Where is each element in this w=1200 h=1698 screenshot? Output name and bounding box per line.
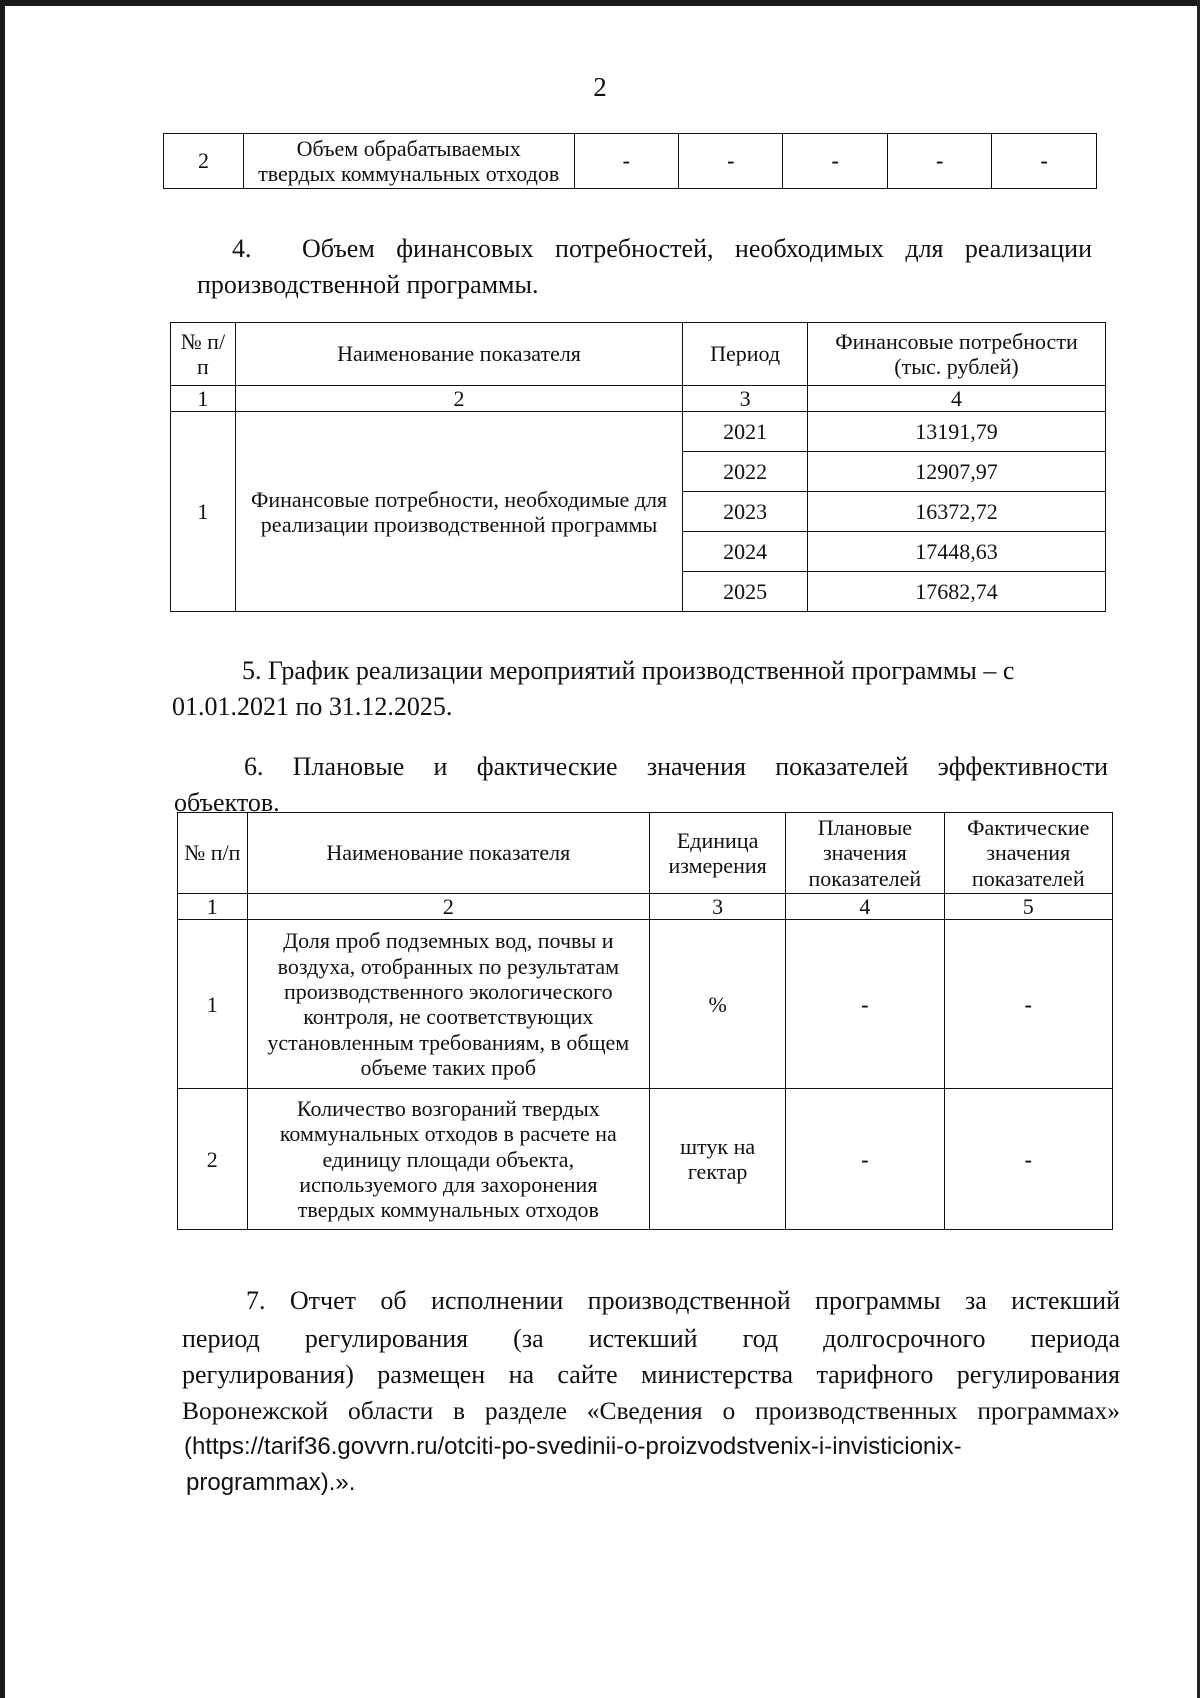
col-number: 5 — [944, 894, 1112, 920]
value-cell: - — [783, 134, 887, 189]
value-cell: 17682,74 — [807, 572, 1105, 612]
row-name: Доля проб подземных вод, почвы и воздуха, отобранных по результатам производственного экологического контроля, не соответствующих установленным требованиям, в общем объеме таких проб — [247, 920, 649, 1089]
scan-edge-left — [0, 0, 5, 1698]
section7-line1: 7. Отчет об исполнении производственной программы за истекший — [246, 1286, 1120, 1315]
period-cell: 2023 — [683, 492, 808, 532]
period-cell: 2024 — [683, 532, 808, 572]
value-cell: 17448,63 — [807, 532, 1105, 572]
section7-line6: programmax).». — [186, 1469, 356, 1496]
period-cell: 2022 — [683, 452, 808, 492]
finance-table — [170, 322, 1106, 612]
table-row — [171, 412, 1106, 452]
header-needs: Финансовые потребности (тыс. рублей) — [807, 323, 1105, 386]
col-number: 2 — [235, 386, 682, 412]
scan-edge-top — [0, 0, 1200, 6]
unit-cell: % — [650, 920, 786, 1089]
table-continuation — [163, 133, 1097, 189]
col-number: 1 — [178, 894, 248, 920]
row-name-line2: твердых коммунальных отходов — [258, 161, 560, 186]
section6-text-line1: 6. Плановые и фактические значения показателей эффективности — [244, 752, 1108, 781]
section7-line4: Воронежской области в разделе «Сведения о производственных программах» — [182, 1396, 1120, 1425]
section7-line5: (https://tarif36.govvrn.ru/otciti-po-svedinii-o-proizvodstvenix-i-invisticionix- — [184, 1433, 962, 1460]
section4-text-line2: производственной программы. — [197, 270, 539, 299]
value-cell: 12907,97 — [807, 452, 1105, 492]
row-number: 2 — [178, 1089, 248, 1230]
col-number: 1 — [171, 386, 236, 412]
col-number: 3 — [683, 386, 808, 412]
value-cell: 13191,79 — [807, 412, 1105, 452]
page-number: 2 — [593, 72, 607, 102]
section4-heading — [232, 232, 1100, 266]
col-number: 4 — [786, 894, 944, 920]
row-number: 1 — [178, 920, 248, 1089]
row-name-line1: Объем обрабатываемых — [296, 135, 521, 161]
header-name: Наименование показателя — [247, 813, 649, 894]
row-name: Финансовые потребности, необходимые для реализации производственной программы — [235, 412, 682, 612]
row-name — [243, 134, 574, 189]
header-period: Период — [683, 323, 808, 386]
col-number: 3 — [650, 894, 786, 920]
actual-cell: - — [944, 920, 1112, 1089]
value-cell: - — [574, 134, 678, 189]
period-cell: 2021 — [683, 412, 808, 452]
section7-line2: период регулирования (за истекший год долгосрочного периода — [182, 1324, 1120, 1353]
header-name: Наименование показателя — [235, 323, 682, 386]
header-planned: Плановые значения показателей — [786, 813, 944, 894]
column-numbers-row — [178, 894, 1113, 920]
unit-cell: штук на гектар — [650, 1089, 786, 1230]
section5-text-line2: 01.01.2021 по 31.12.2025. — [172, 692, 453, 721]
value-cell: - — [678, 134, 782, 189]
header-num: № п/п — [171, 323, 236, 386]
table-row — [164, 134, 1097, 189]
section4-number: 4. — [232, 234, 252, 263]
header-actual: Фактические значения показателей — [944, 813, 1112, 894]
planned-cell: - — [786, 1089, 944, 1230]
period-cell: 2025 — [683, 572, 808, 612]
column-numbers-row — [171, 386, 1106, 412]
header-num: № п/п — [178, 813, 248, 894]
section4-text-line1: Объем финансовых потребностей, необходимых для реализации — [302, 234, 1092, 263]
efficiency-table — [177, 812, 1113, 1230]
section5-text-line1: 5. График реализации мероприятий производственной программы – с — [242, 656, 1015, 685]
table-header-row — [178, 813, 1113, 894]
table-header-row — [171, 323, 1106, 386]
row-number: 2 — [164, 134, 244, 189]
header-unit: Единица измерения — [650, 813, 786, 894]
col-number: 2 — [247, 894, 649, 920]
section7-line3: регулирования) размещен на сайте министерства тарифного регулирования — [182, 1360, 1120, 1389]
table-row — [178, 1089, 1113, 1230]
table-row — [178, 920, 1113, 1089]
value-cell: - — [992, 134, 1097, 189]
section6-text-line2: объектов. — [174, 788, 280, 817]
value-cell: - — [887, 134, 991, 189]
row-name: Количество возгораний твердых коммунальных отходов в расчете на единицу площади объекта, используемого для захоронения твердых коммунальных отходов — [247, 1089, 649, 1230]
value-cell: 16372,72 — [807, 492, 1105, 532]
col-number: 4 — [807, 386, 1105, 412]
actual-cell: - — [944, 1089, 1112, 1230]
planned-cell: - — [786, 920, 944, 1089]
row-number: 1 — [171, 412, 236, 612]
